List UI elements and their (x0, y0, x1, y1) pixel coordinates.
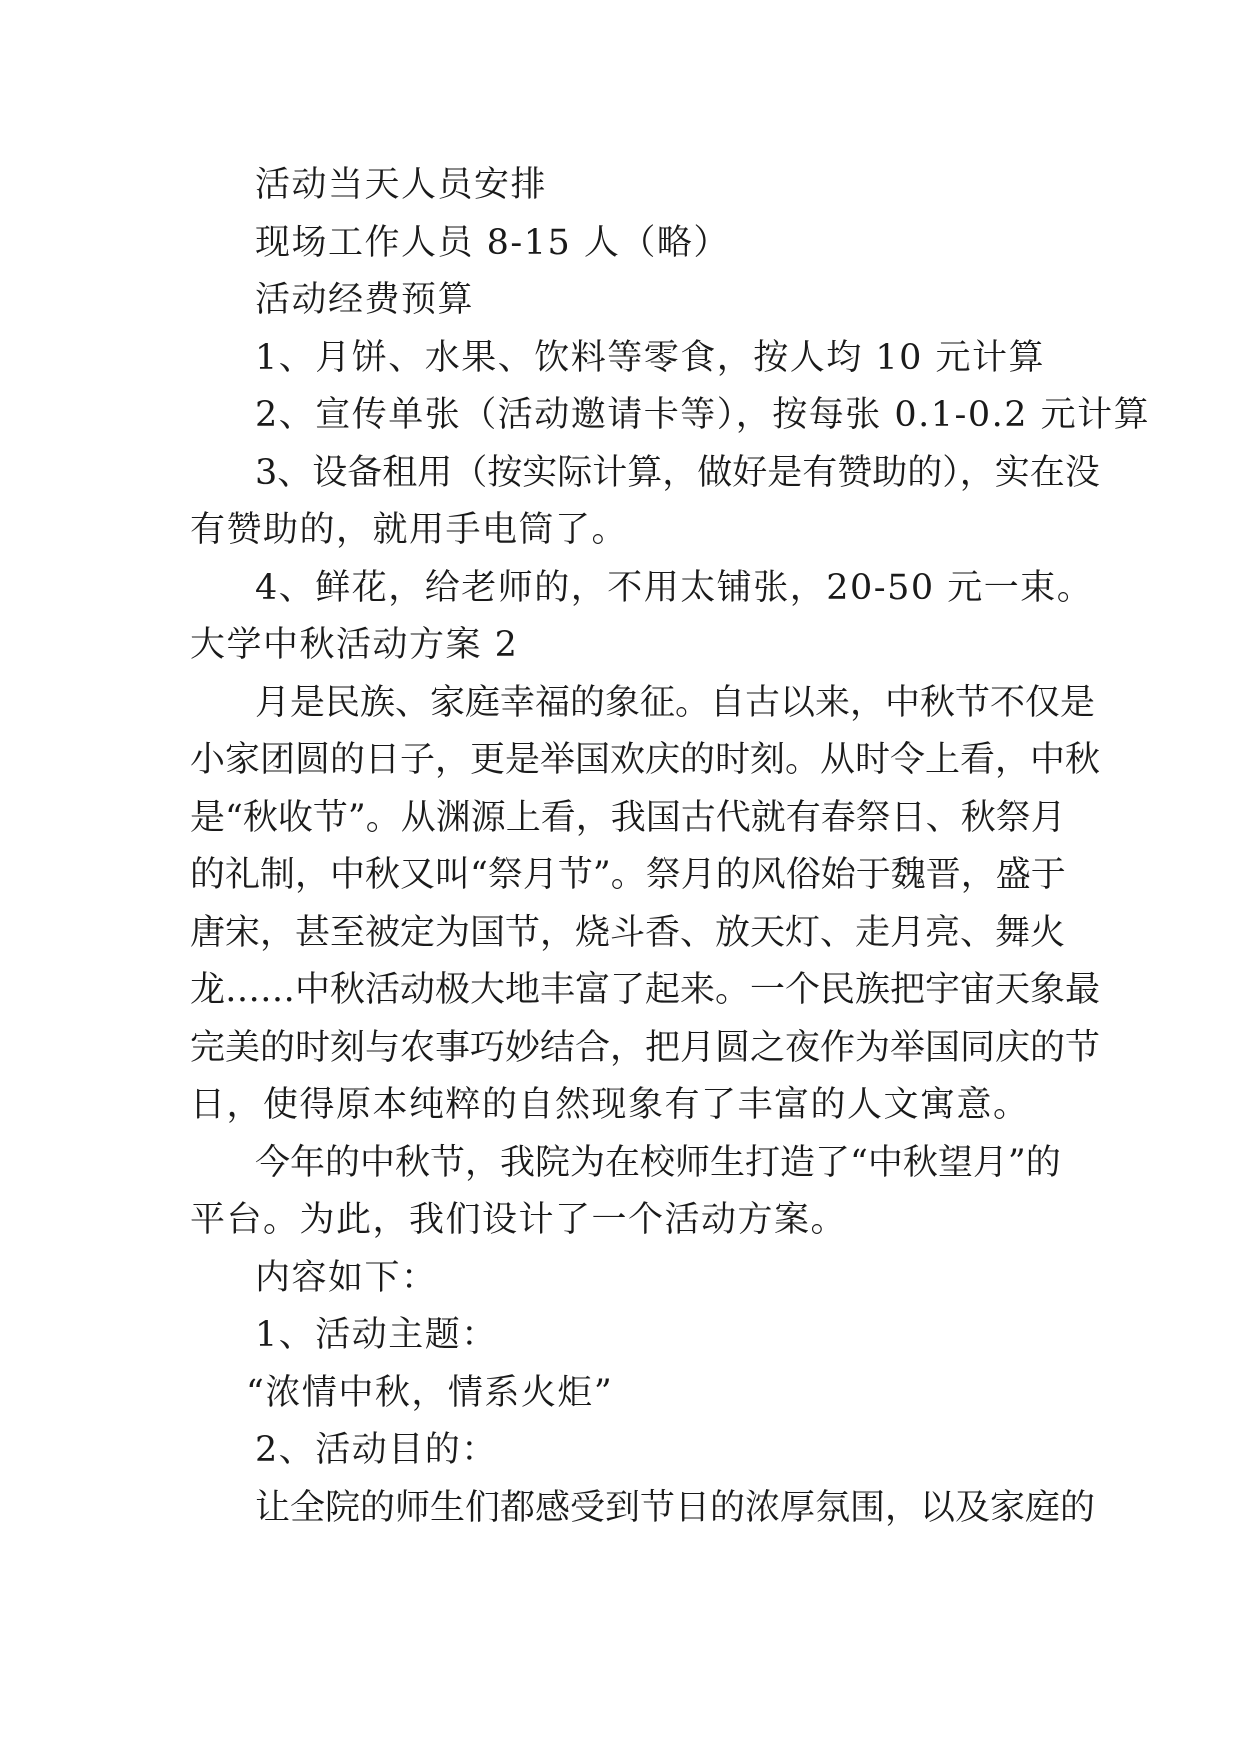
paragraph-line: 月是民族、家庭幸福的象征。自古以来，中秋节不仅是 (255, 683, 1096, 723)
paragraph-line: 日，使得原本纯粹的自然现象有了丰富的人文寓意。 (190, 1085, 1030, 1125)
paragraph-line: 平台。为此，我们设计了一个活动方案。 (190, 1200, 848, 1240)
list-item-purpose: 2、活动目的： (255, 1430, 498, 1470)
paragraph-line: 内容如下： (255, 1258, 438, 1298)
budget-item-3-continued: 有赞助的，就用手电筒了。 (190, 510, 629, 550)
paragraph-line: 是“秋收节”。从渊源上看，我国古代就有春祭日、秋祭月 (190, 798, 1066, 838)
theme-slogan: “浓情中秋，情系火炬” (246, 1373, 614, 1413)
paragraph-line: 龙……中秋活动极大地丰富了起来。一个民族把宇宙天象最 (190, 970, 1101, 1010)
list-item-theme: 1、活动主题： (255, 1315, 498, 1355)
paragraph-line: 完美的时刻与农事巧妙结合，把月圆之夜作为举国同庆的节 (190, 1028, 1101, 1068)
paragraph-line: 现场工作人员 8-15 人（略） (255, 223, 730, 263)
paragraph-line: 小家团圆的日子，更是举国欢庆的时刻。从时令上看，中秋 (190, 740, 1101, 780)
paragraph-line: 唐宋，甚至被定为国节，烧斗香、放天灯、走月亮、舞火 (190, 913, 1066, 953)
budget-item-3: 3、设备租用（按实际计算，做好是有赞助的），实在没 (255, 453, 1100, 493)
section-title: 大学中秋活动方案 2 (190, 625, 519, 665)
paragraph-line: 让全院的师生们都感受到节日的浓厚氛围，以及家庭的 (255, 1488, 1096, 1528)
heading-staff-arrangement: 活动当天人员安排 (255, 165, 548, 205)
paragraph-line: 的礼制，中秋又叫“祭月节”。祭月的风俗始于魏晋，盛于 (190, 855, 1066, 895)
budget-item-1: 1、月饼、水果、饮料等零食，按人均 10 元计算 (255, 338, 1046, 378)
paragraph-line: 今年的中秋节，我院为在校师生打造了“中秋望月”的 (255, 1143, 1061, 1183)
budget-item-2: 2、宣传单张（活动邀请卡等），按每张 0.1-0.2 元计算 (255, 395, 1151, 435)
budget-item-4: 4、鲜花，给老师的，不用太铺张，20-50 元一束。 (255, 568, 1094, 608)
heading-budget: 活动经费预算 (255, 280, 475, 320)
